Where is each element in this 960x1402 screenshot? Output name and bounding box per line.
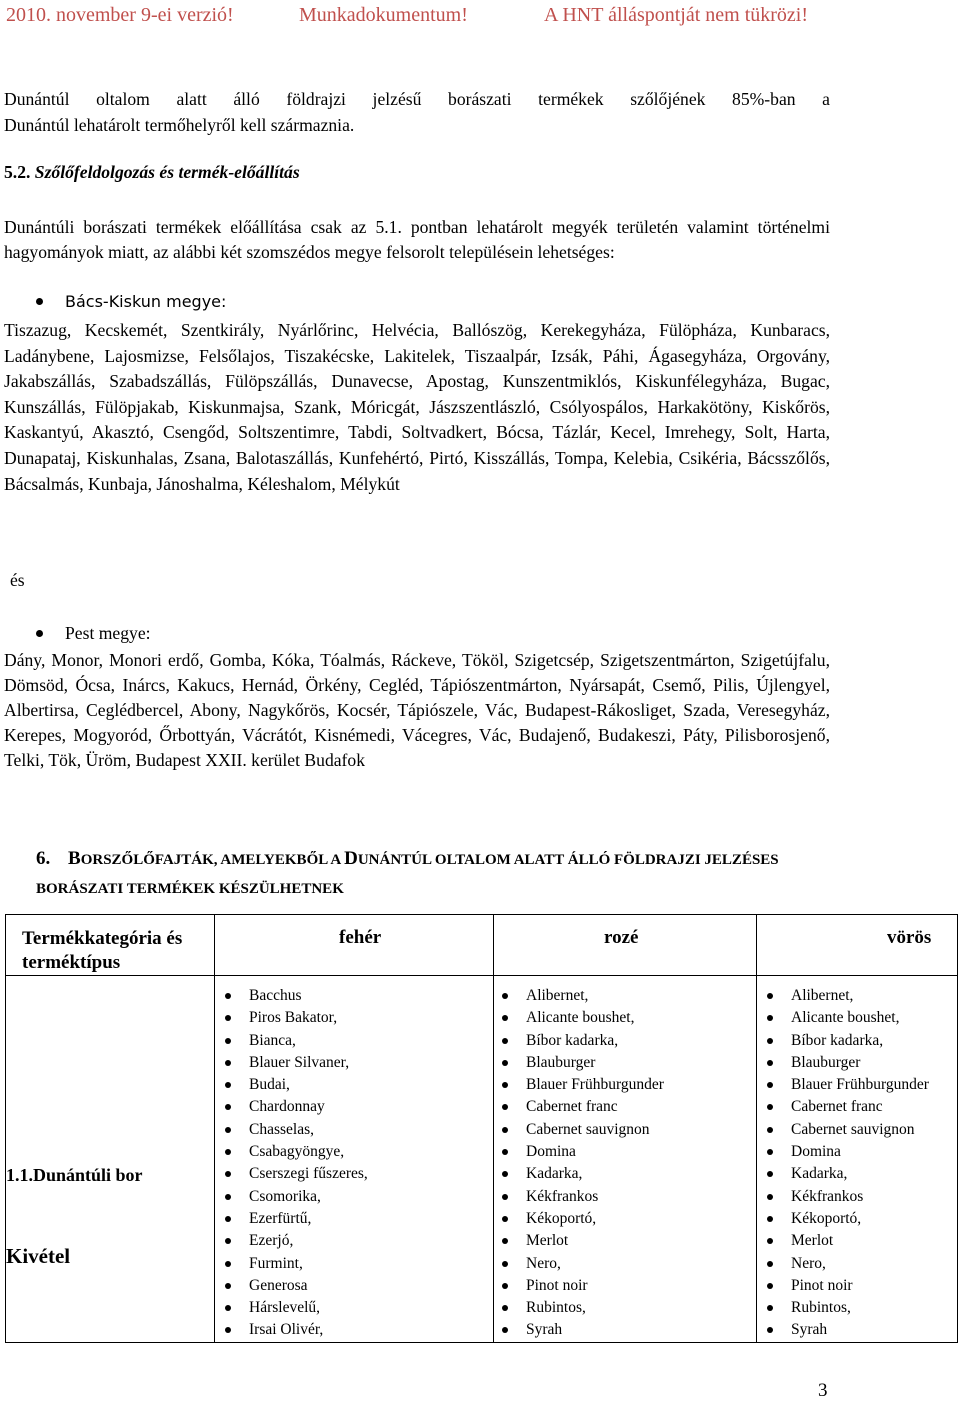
list-item: Hárslevelű, bbox=[215, 1297, 493, 1319]
list-item: Alicante boushet, bbox=[757, 1007, 957, 1029]
pest-label: Pest megye: bbox=[65, 623, 151, 643]
list-item: Merlot bbox=[757, 1230, 957, 1252]
list-item: Blauer Silvaner, bbox=[215, 1052, 493, 1074]
grape-variety-table bbox=[5, 914, 958, 1343]
header-rose-text: rozé bbox=[604, 927, 639, 948]
list-item: Kékoportó, bbox=[757, 1208, 957, 1230]
white-cell bbox=[215, 976, 494, 1343]
bacs-kiskun-bullet bbox=[36, 291, 226, 312]
list-item: Bíbor kadarka, bbox=[757, 1030, 957, 1052]
category-name: 1.1.Dunántúli bor bbox=[6, 1165, 143, 1185]
list-item: Alicante boushet, bbox=[492, 1007, 756, 1029]
list-item: Nero, bbox=[757, 1253, 957, 1275]
banner-draft: Munkadokumentum! bbox=[299, 4, 468, 26]
list-item: Piros Bakator, bbox=[215, 1007, 493, 1029]
list-item: Cabernet franc bbox=[492, 1096, 756, 1118]
section-5-2-heading bbox=[4, 162, 300, 183]
bacs-kiskun-towns: Tiszazug, Kecskemét, Szentkirály, Nyárlőrinc, Helvécia, Ballószög, Kerekegyháza, Fülöpháza, Kunbaracs, Ladánybene, Lajosmizse, Felsőlajos, Tiszakécske, Lakitelek, Tiszaalpár, Izsák, Páhi, Ágasegyháza, Orgovány, Jakabszállás, Szabadszállás, Fülöpszállás, Dunavecse, Apostag, Kunszentmiklós, Kiskunfélegyháza, Bugac, Kunszállás, Fülöpjakab, Kiskunmajsa, Szank, Móricgát, Jászszentlászló, Csólyospálos, Harkakötöny, Kiskőrös, Kaskantyú, Akasztó, Csengőd, Soltszentimre, Tabdi, Soltvadkert, Bócsa, Tázlár, Kecel, Imrehegy, Solt, Harta, Dunapataj, Kiskunhalas, Zsana, Balotaszállás, Kunfehértó, Pirtó, Kisszállás, Tompa, Kelebia, Csikéria, Bácsszőlős, Bácsalmás, Kunbaja, Jánoshalma, Kéleshalom, Mélykút bbox=[4, 320, 830, 494]
list-item: Alibernet, bbox=[492, 985, 756, 1007]
list-item: Blauer Frühburgunder bbox=[492, 1074, 756, 1096]
list-item: Syrah bbox=[492, 1319, 756, 1341]
list-item: Furmint, bbox=[215, 1253, 493, 1275]
list-item: Rubintos, bbox=[757, 1297, 957, 1319]
list-item: Domina bbox=[757, 1141, 957, 1163]
section-6-heading bbox=[36, 844, 826, 904]
rose-variety-list bbox=[492, 985, 756, 1342]
section-6-title-part-2: UNÁNTÚL OLTALOM ALATT ÁLLÓ FÖLDRAJZI JELZÉSES BORÁSZATI TERMÉKEK KÉSZÜLHETNEK bbox=[36, 852, 779, 897]
list-item: Bianca, bbox=[215, 1030, 493, 1052]
list-item: Budai, bbox=[215, 1074, 493, 1096]
list-item: Csabagyöngye, bbox=[215, 1141, 493, 1163]
list-item: Pinot noir bbox=[492, 1275, 756, 1297]
list-item: Blauburger bbox=[757, 1052, 957, 1074]
header-rose bbox=[494, 915, 757, 976]
list-item: Kékfrankos bbox=[492, 1186, 756, 1208]
header-category-text: Termékkategória és terméktípus bbox=[22, 928, 183, 973]
header-red-text: vörös bbox=[887, 927, 932, 948]
section-6-number: 6. bbox=[36, 848, 51, 869]
list-item: Ezerjó, bbox=[215, 1230, 493, 1252]
list-item: Kadarka, bbox=[492, 1163, 756, 1185]
list-item: Rubintos, bbox=[492, 1297, 756, 1319]
section-5-2-paragraph: Dunántúli borászati termékek előállítása csak az 5.1. pontban lehatárolt megyék területén valamint történelmi hagyományok miatt, az alábbi két szomszédos megye felsorolt településein lehetséges: bbox=[4, 217, 830, 262]
list-item: Syrah bbox=[757, 1319, 957, 1341]
table-header-row bbox=[6, 915, 958, 976]
pest-bullet bbox=[36, 623, 151, 644]
pest-towns: Dány, Monor, Monori erdő, Gomba, Kóka, Tóalmás, Ráckeve, Tököl, Szigetcsép, Szigetszentmárton, Szigetújfalu, Dömsöd, Ócsa, Inárcs, Kakucs, Hernád, Örkény, Cegléd, Tápiószentmárton, Nyársapát, Csemő, Pilis, Újlengyel, Albertirsa, Ceglédbercel, Abony, Nagykőrös, Kocsér, Tápiószele, Vác, Budapest-Rákosliget, Szada, Veresegyház, Kerepes, Mogyoród, Őrbottyán, Vácrátót, Kisnémedi, Vácegres, Vác, Budajenő, Budakeszi, Páty, Pilisborosjenő, Telki, Tök, Üröm, Budapest XXII. kerület Budafok bbox=[4, 650, 830, 770]
section-6-title-initial-1: B bbox=[68, 848, 81, 869]
list-item: Kadarka, bbox=[757, 1163, 957, 1185]
header-category bbox=[6, 915, 215, 976]
list-item: Kékfrankos bbox=[757, 1186, 957, 1208]
section-5-2-number: 5.2. bbox=[4, 162, 31, 182]
banner-version: 2010. november 9-ei verzió! bbox=[6, 4, 234, 26]
bullet-dot bbox=[36, 298, 43, 305]
bullet-dot bbox=[36, 630, 43, 637]
list-item: Irsai Olivér, bbox=[215, 1319, 493, 1341]
page-number: 3 bbox=[818, 1380, 828, 1401]
list-item: Bíbor kadarka, bbox=[492, 1030, 756, 1052]
rose-cell bbox=[494, 976, 757, 1343]
section-6-title-initial-2: D bbox=[344, 848, 358, 869]
list-item: Generosa bbox=[215, 1275, 493, 1297]
list-item: Chasselas, bbox=[215, 1119, 493, 1141]
list-item: Ezerfürtű, bbox=[215, 1208, 493, 1230]
list-item: Cserszegi fűszeres, bbox=[215, 1163, 493, 1185]
list-item: Bacchus bbox=[215, 985, 493, 1007]
list-item: Cabernet sauvignon bbox=[492, 1119, 756, 1141]
list-item: Csomorika, bbox=[215, 1186, 493, 1208]
list-item: Blauer Frühburgunder bbox=[757, 1074, 957, 1096]
list-item: Alibernet, bbox=[757, 985, 957, 1007]
bacs-kiskun-label: Bács-Kiskun megye: bbox=[65, 292, 227, 311]
red-cell bbox=[757, 976, 958, 1343]
banner-disclaimer: A HNT álláspontját nem tükrözi! bbox=[544, 4, 809, 26]
list-item: Merlot bbox=[492, 1230, 756, 1252]
list-item: Cabernet franc bbox=[757, 1096, 957, 1118]
header-white-text: fehér bbox=[339, 927, 382, 948]
list-item: Blauburger bbox=[492, 1052, 756, 1074]
list-item: Domina bbox=[492, 1141, 756, 1163]
red-variety-list bbox=[757, 985, 957, 1342]
header-white bbox=[215, 915, 494, 976]
category-cell bbox=[6, 976, 215, 1343]
list-item: Pinot noir bbox=[757, 1275, 957, 1297]
list-item: Nero, bbox=[492, 1253, 756, 1275]
section-5-2-title: Szőlőfeldolgozás és termék-előállítás bbox=[34, 162, 300, 182]
list-item: Kékoportó, bbox=[492, 1208, 756, 1230]
exception-label: Kivétel bbox=[6, 1244, 71, 1268]
header-red bbox=[757, 915, 958, 976]
section-6-title-part-1: ORSZŐLŐFAJTÁK, AMELYEKBŐL A bbox=[80, 852, 345, 868]
list-item: Chardonnay bbox=[215, 1096, 493, 1118]
intro-line-1: Dunántúl oltalom alatt álló földrajzi jelzésű borászati termékek szőlőjének 85%-ban a bbox=[4, 89, 830, 109]
table-row bbox=[6, 976, 958, 1343]
intro-line-2: Dunántúl lehatárolt termőhelyről kell származnia. bbox=[4, 115, 355, 135]
list-item: Cabernet sauvignon bbox=[757, 1119, 957, 1141]
conjunction-text: és bbox=[10, 570, 25, 590]
